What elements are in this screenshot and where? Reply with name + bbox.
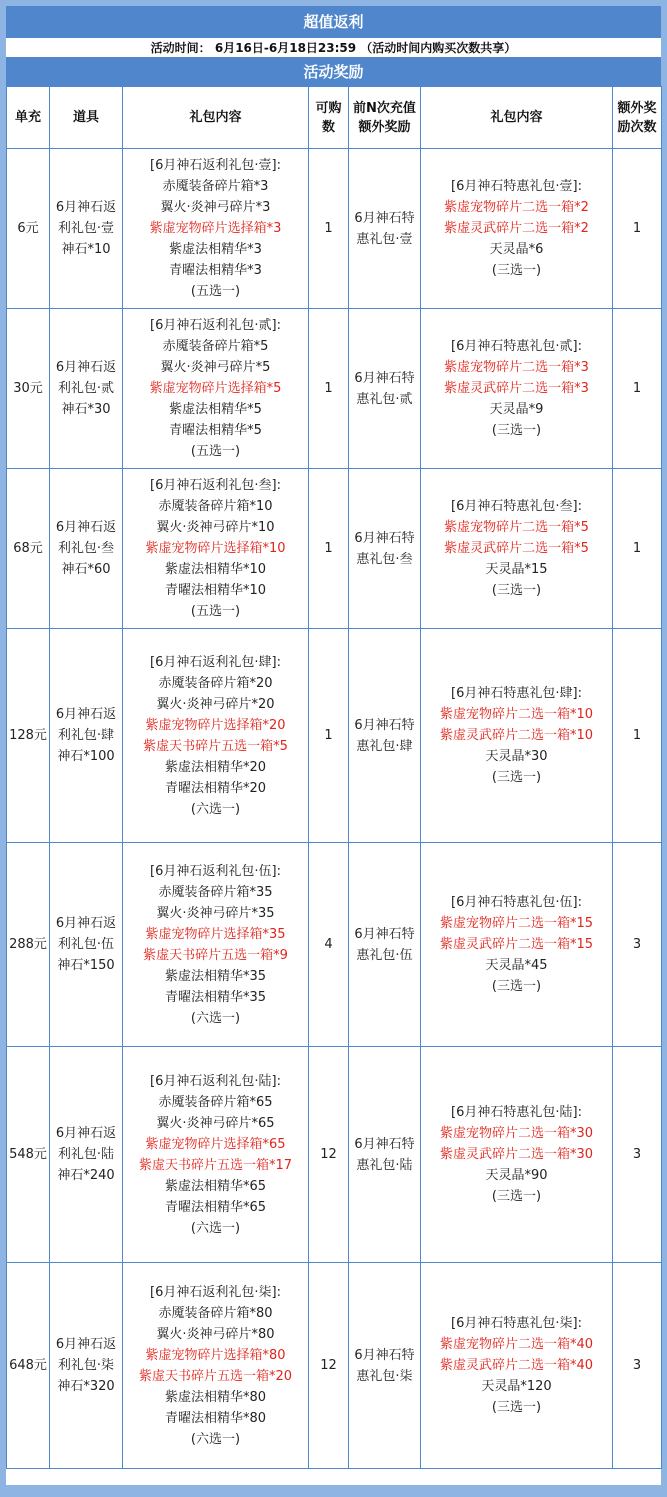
gift-line: 紫虚宠物碎片选择箱*80 [145, 1347, 286, 1363]
buy-count: 4 [309, 843, 349, 1047]
bonus-gift-name: 6月神石特惠礼包·贰 [349, 309, 421, 469]
table-row [7, 629, 662, 843]
gift-line: 翼火·炎神弓碎片*3 [160, 200, 271, 215]
gift-line: [6月神石返利礼包·肆]: [150, 654, 281, 670]
recharge-amount: 6元 [7, 149, 50, 309]
buy-count: 1 [309, 469, 349, 629]
gift-line: 天灵晶*90 [485, 1168, 548, 1183]
gift-line: 青曜法相精华*10 [164, 583, 267, 598]
gift-content [123, 309, 309, 469]
recharge-amount: 548元 [7, 1047, 50, 1263]
gift-line: 翼火·炎神弓碎片*80 [156, 1326, 275, 1342]
gift-line: 紫虚灵武碎片二选一箱*3 [444, 381, 589, 396]
table-row [7, 1263, 662, 1469]
gift-line: [6月神石特惠礼包·陆]: [451, 1105, 582, 1120]
gift-line: [6月神石特惠礼包·叁]: [451, 499, 582, 514]
gift-line: 赤魇装备碎片箱*3 [162, 179, 269, 194]
gift-line: [6月神石返利礼包·陆]: [150, 1073, 281, 1089]
gift-line: 紫虚法相精华*35 [164, 968, 267, 984]
gift-line: 紫虚宠物碎片二选一箱*3 [444, 360, 589, 375]
header-bonus-content: 礼包内容 [421, 87, 613, 149]
gift-line: [6月神石返利礼包·柒]: [150, 1284, 281, 1300]
banner-title: 超值返利 [6, 6, 661, 38]
table-row [7, 843, 662, 1047]
bonus-count: 3 [613, 843, 662, 1047]
gift-line: 青曜法相精华*80 [164, 1410, 267, 1426]
bonus-gift-content [421, 469, 613, 629]
buy-count: 12 [309, 1263, 349, 1469]
gift-line: 翼火·炎神弓碎片*5 [160, 360, 271, 375]
gift-line: 紫虚宠物碎片二选一箱*10 [439, 707, 594, 722]
gift-line: 赤魇装备碎片箱*10 [158, 499, 273, 514]
item-name: 6月神石返利礼包·柒神石*320 [50, 1263, 123, 1469]
gift-content [123, 469, 309, 629]
bonus-gift-content [421, 629, 613, 843]
gift-line: [6月神石返利礼包·叁]: [150, 478, 281, 493]
gift-line: (六选一) [190, 801, 241, 817]
header-content: 礼包内容 [123, 87, 309, 149]
gift-line: 天灵晶*120 [481, 1379, 552, 1394]
gift-line: 紫虚天书碎片五选一箱*5 [143, 738, 288, 754]
gift-line: 紫虚天书碎片五选一箱*17 [138, 1157, 293, 1173]
table-row [7, 469, 662, 629]
gift-line: 紫虚宠物碎片选择箱*35 [145, 926, 286, 942]
rewards-table [6, 86, 662, 1469]
gift-line: 赤魇装备碎片箱*35 [158, 884, 273, 900]
bonus-gift-content [421, 843, 613, 1047]
header-recharge: 单充 [7, 87, 50, 149]
bonus-gift-content [421, 1047, 613, 1263]
recharge-amount: 128元 [7, 629, 50, 843]
gift-line: (三选一) [491, 423, 542, 438]
item-name: 6月神石返利礼包·叁神石*60 [50, 469, 123, 629]
bonus-gift-name: 6月神石特惠礼包·柒 [349, 1263, 421, 1469]
gift-line: 天灵晶*9 [489, 402, 544, 417]
item-name: 6月神石返利礼包·壹神石*10 [50, 149, 123, 309]
gift-line: 紫虚宠物碎片二选一箱*2 [444, 200, 589, 215]
gift-line: 紫虚灵武碎片二选一箱*15 [439, 937, 594, 952]
gift-line: (六选一) [190, 1431, 241, 1447]
item-name: 6月神石返利礼包·贰神石*30 [50, 309, 123, 469]
gift-line: (六选一) [190, 1220, 241, 1236]
bonus-gift-content [421, 149, 613, 309]
gift-line: 天灵晶*45 [485, 958, 548, 973]
gift-line: 紫虚宠物碎片选择箱*10 [145, 541, 286, 556]
gift-line: 天灵晶*6 [489, 242, 544, 257]
header-buy-count: 可购数 [309, 87, 349, 149]
gift-line: (三选一) [491, 770, 542, 785]
header-item: 道具 [50, 87, 123, 149]
bonus-count: 1 [613, 629, 662, 843]
gift-line: 紫虚法相精华*65 [164, 1178, 267, 1194]
bonus-count: 3 [613, 1047, 662, 1263]
gift-line: 青曜法相精华*20 [164, 780, 267, 796]
gift-line: 赤魇装备碎片箱*20 [158, 675, 273, 691]
recharge-amount: 68元 [7, 469, 50, 629]
item-name: 6月神石返利礼包·肆神石*100 [50, 629, 123, 843]
gift-line: [6月神石返利礼包·贰]: [150, 318, 281, 333]
buy-count: 1 [309, 149, 349, 309]
gift-line: [6月神石特惠礼包·伍]: [451, 895, 582, 910]
gift-line: 紫虚法相精华*80 [164, 1389, 267, 1405]
gift-line: 紫虚天书碎片五选一箱*9 [143, 947, 288, 963]
activity-time: 活动时间： 6月16日-6月18日23:59 （活动时间内购买次数共享） [6, 38, 661, 58]
bonus-gift-name: 6月神石特惠礼包·壹 [349, 149, 421, 309]
gift-line: [6月神石特惠礼包·肆]: [451, 686, 582, 701]
bonus-gift-content [421, 309, 613, 469]
gift-line: 紫虚宠物碎片选择箱*5 [149, 381, 282, 396]
gift-line: (三选一) [491, 583, 542, 598]
section-title: 活动奖励 [6, 58, 661, 86]
gift-line: 紫虚宠物碎片二选一箱*30 [439, 1126, 594, 1141]
gift-line: 天灵晶*30 [485, 749, 548, 764]
gift-line: 紫虚天书碎片五选一箱*20 [138, 1368, 293, 1384]
table-row [7, 149, 662, 309]
gift-line: 紫虚灵武碎片二选一箱*2 [444, 221, 589, 236]
gift-line: 翼火·炎神弓碎片*20 [156, 696, 275, 712]
gift-line: [6月神石返利礼包·壹]: [150, 158, 281, 173]
gift-line: (三选一) [491, 1400, 542, 1415]
gift-line: 紫虚法相精华*3 [169, 242, 262, 257]
table-header-row [7, 87, 662, 149]
bonus-gift-name: 6月神石特惠礼包·叁 [349, 469, 421, 629]
gift-content [123, 149, 309, 309]
gift-line: 青曜法相精华*65 [164, 1199, 267, 1215]
gift-line: 天灵晶*15 [485, 562, 548, 577]
gift-line: (五选一) [190, 444, 241, 459]
bonus-gift-content [421, 1263, 613, 1469]
recharge-amount: 30元 [7, 309, 50, 469]
bonus-count: 1 [613, 309, 662, 469]
bonus-gift-name: 6月神石特惠礼包·陆 [349, 1047, 421, 1263]
gift-line: 翼火·炎神弓碎片*35 [156, 905, 275, 921]
buy-count: 12 [309, 1047, 349, 1263]
gift-line: (五选一) [190, 604, 241, 619]
gift-line: 紫虚灵武碎片二选一箱*10 [439, 728, 594, 743]
reward-panel [6, 6, 661, 1485]
item-name: 6月神石返利礼包·陆神石*240 [50, 1047, 123, 1263]
item-name: 6月神石返利礼包·伍神石*150 [50, 843, 123, 1047]
gift-content [123, 1263, 309, 1469]
gift-line: 紫虚法相精华*20 [164, 759, 267, 775]
bonus-count: 1 [613, 469, 662, 629]
gift-content [123, 629, 309, 843]
gift-line: (三选一) [491, 979, 542, 994]
header-bonus-gift: 前N次充值额外奖励 [349, 87, 421, 149]
gift-line: [6月神石特惠礼包·壹]: [451, 179, 582, 194]
gift-line: 赤魇装备碎片箱*5 [162, 339, 269, 354]
gift-line: 赤魇装备碎片箱*65 [158, 1094, 273, 1110]
gift-line: 紫虚灵武碎片二选一箱*30 [439, 1147, 594, 1162]
bonus-gift-name: 6月神石特惠礼包·伍 [349, 843, 421, 1047]
gift-line: 紫虚宠物碎片二选一箱*40 [439, 1337, 594, 1352]
gift-line: 青曜法相精华*3 [169, 263, 262, 278]
recharge-amount: 288元 [7, 843, 50, 1047]
buy-count: 1 [309, 309, 349, 469]
gift-line: 紫虚宠物碎片二选一箱*5 [444, 520, 589, 535]
gift-line: (五选一) [190, 284, 241, 299]
buy-count: 1 [309, 629, 349, 843]
gift-line: 紫虚宠物碎片二选一箱*15 [439, 916, 594, 931]
gift-line: 紫虚宠物碎片选择箱*65 [145, 1136, 286, 1152]
header-bonus-count: 额外奖励次数 [613, 87, 662, 149]
recharge-amount: 648元 [7, 1263, 50, 1469]
gift-line: 翼火·炎神弓碎片*10 [156, 520, 275, 535]
gift-line: 紫虚灵武碎片二选一箱*40 [439, 1358, 594, 1373]
bonus-gift-name: 6月神石特惠礼包·肆 [349, 629, 421, 843]
table-row [7, 309, 662, 469]
gift-line: 紫虚法相精华*10 [164, 562, 267, 577]
gift-line: 青曜法相精华*5 [169, 423, 262, 438]
gift-line: 青曜法相精华*35 [164, 989, 267, 1005]
gift-content [123, 1047, 309, 1263]
bonus-count: 3 [613, 1263, 662, 1469]
bonus-count: 1 [613, 149, 662, 309]
gift-line: (三选一) [491, 263, 542, 278]
gift-line: 紫虚灵武碎片二选一箱*5 [444, 541, 589, 556]
gift-line: 翼火·炎神弓碎片*65 [156, 1115, 275, 1131]
table-row [7, 1047, 662, 1263]
gift-line: [6月神石返利礼包·伍]: [150, 863, 281, 879]
gift-line: (六选一) [190, 1010, 241, 1026]
gift-line: 紫虚宠物碎片选择箱*3 [149, 221, 282, 236]
gift-content [123, 843, 309, 1047]
gift-line: [6月神石特惠礼包·贰]: [451, 339, 582, 354]
gift-line: 紫虚法相精华*5 [169, 402, 262, 417]
gift-line: 紫虚宠物碎片选择箱*20 [145, 717, 286, 733]
gift-line: [6月神石特惠礼包·柒]: [451, 1316, 582, 1331]
gift-line: (三选一) [491, 1189, 542, 1204]
gift-line: 赤魇装备碎片箱*80 [158, 1305, 273, 1321]
